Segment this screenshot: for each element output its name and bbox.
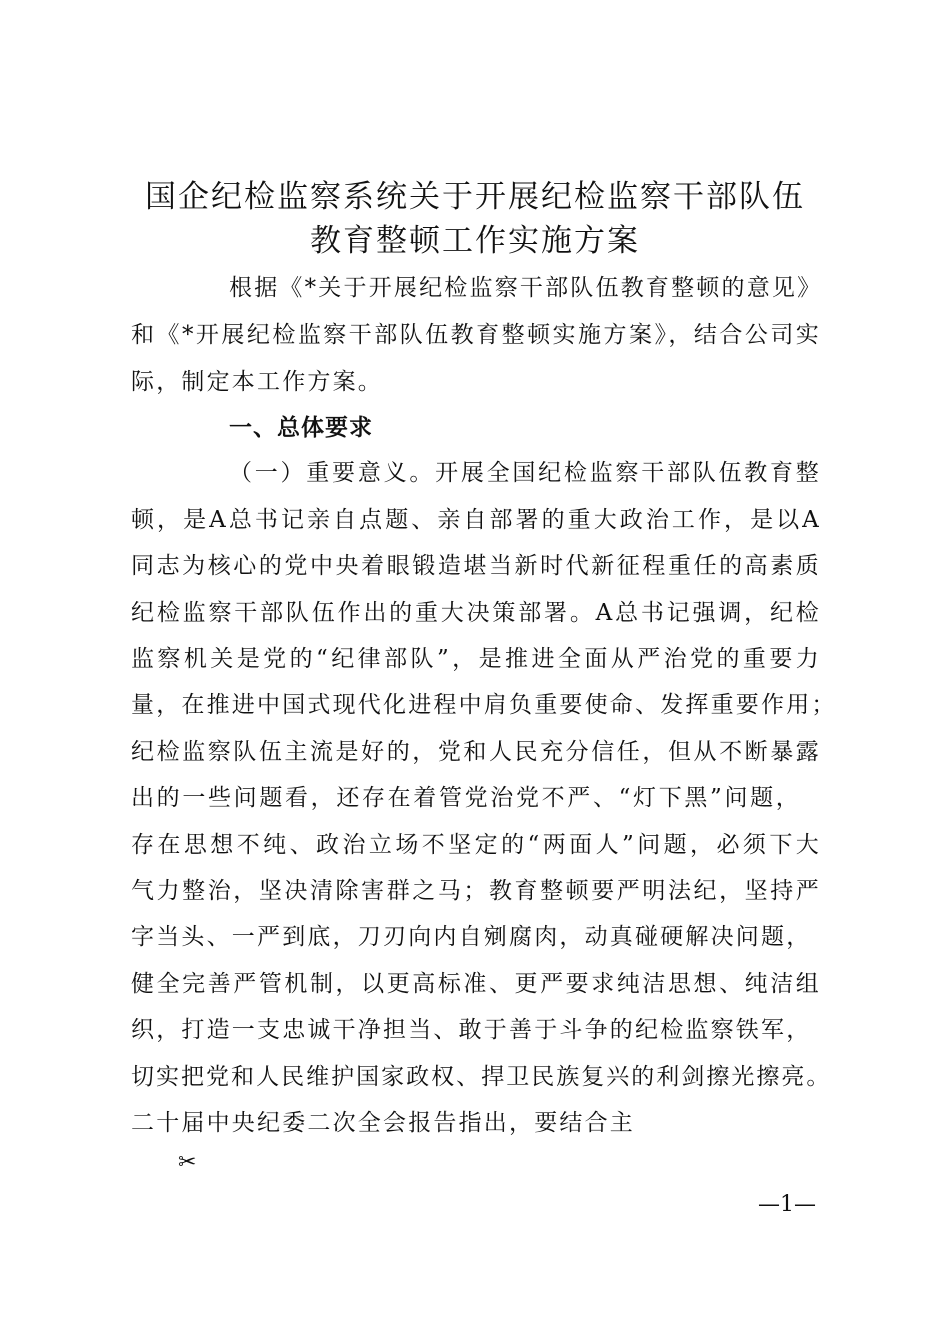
body-line: （一）重要意义。开展全国纪检监察干部队伍教育整 <box>229 460 821 486</box>
intro-line: 和《*开展纪检监察干部队伍教育整顿实施方案》，结合公司实 <box>131 322 821 348</box>
body-line: 二十届中央纪委二次全会报告指出，要结合主 <box>131 1110 635 1136</box>
intro-line: 际，制定本工作方案。 <box>131 369 383 395</box>
body-line: 切实把党和人民维护国家政权、捍卫民族复兴的利剑擦光擦亮。 <box>131 1064 831 1090</box>
body-line: 量，在推进中国式现代化进程中肩负重要使命、发挥重要作用； <box>131 692 837 718</box>
section-heading: 一、总体要求 <box>229 415 373 441</box>
intro-line: 根据《*关于开展纪检监察干部队伍教育整顿的意见》 <box>229 275 823 301</box>
body-line: 同志为核心的党中央着眼锻造堪当新时代新征程重任的高素质 <box>131 553 821 579</box>
body-line: 纪检监察干部队伍作出的重大决策部署。A总书记强调，纪检 <box>131 600 821 626</box>
body-line: 健全完善严管机制，以更高标准、更严要求纯洁思想、纯洁组 <box>131 971 821 997</box>
doc-title-line-1: 国企纪检监察系统关于开展纪检监察干部队伍 <box>145 179 805 215</box>
body-line: 监察机关是党的“纪律部队”，是推进全面从严治党的重要力 <box>131 646 821 672</box>
body-line: 纪检监察队伍主流是好的，党和人民充分信任，但从不断暴露 <box>131 739 821 765</box>
body-line: 存在思想不纯、政治立场不坚定的“两面人”问题，必须下大 <box>131 832 821 858</box>
page-number: —1— <box>758 1192 816 1217</box>
body-line: 出的一些问题看，还存在着管党治党不严、“灯下黑”问题， <box>131 785 801 811</box>
body-line: 顿，是A总书记亲自点题、亲自部署的重大政治工作，是以A <box>131 507 821 533</box>
body-line: 字当头、一严到底，刀刃向内自剜腐肉，动真碰硬解决问题， <box>131 924 812 950</box>
body-line: 织，打造一支忠诚干净担当、敢于善于斗争的纪检监察铁军， <box>131 1017 812 1043</box>
body-line: 气力整治，坚决清除害群之马；教育整顿要严明法纪，坚持严 <box>131 878 821 904</box>
doc-title-line-2: 教育整顿工作实施方案 <box>310 223 640 259</box>
scissors-icon: ✂ <box>178 1150 197 1175</box>
